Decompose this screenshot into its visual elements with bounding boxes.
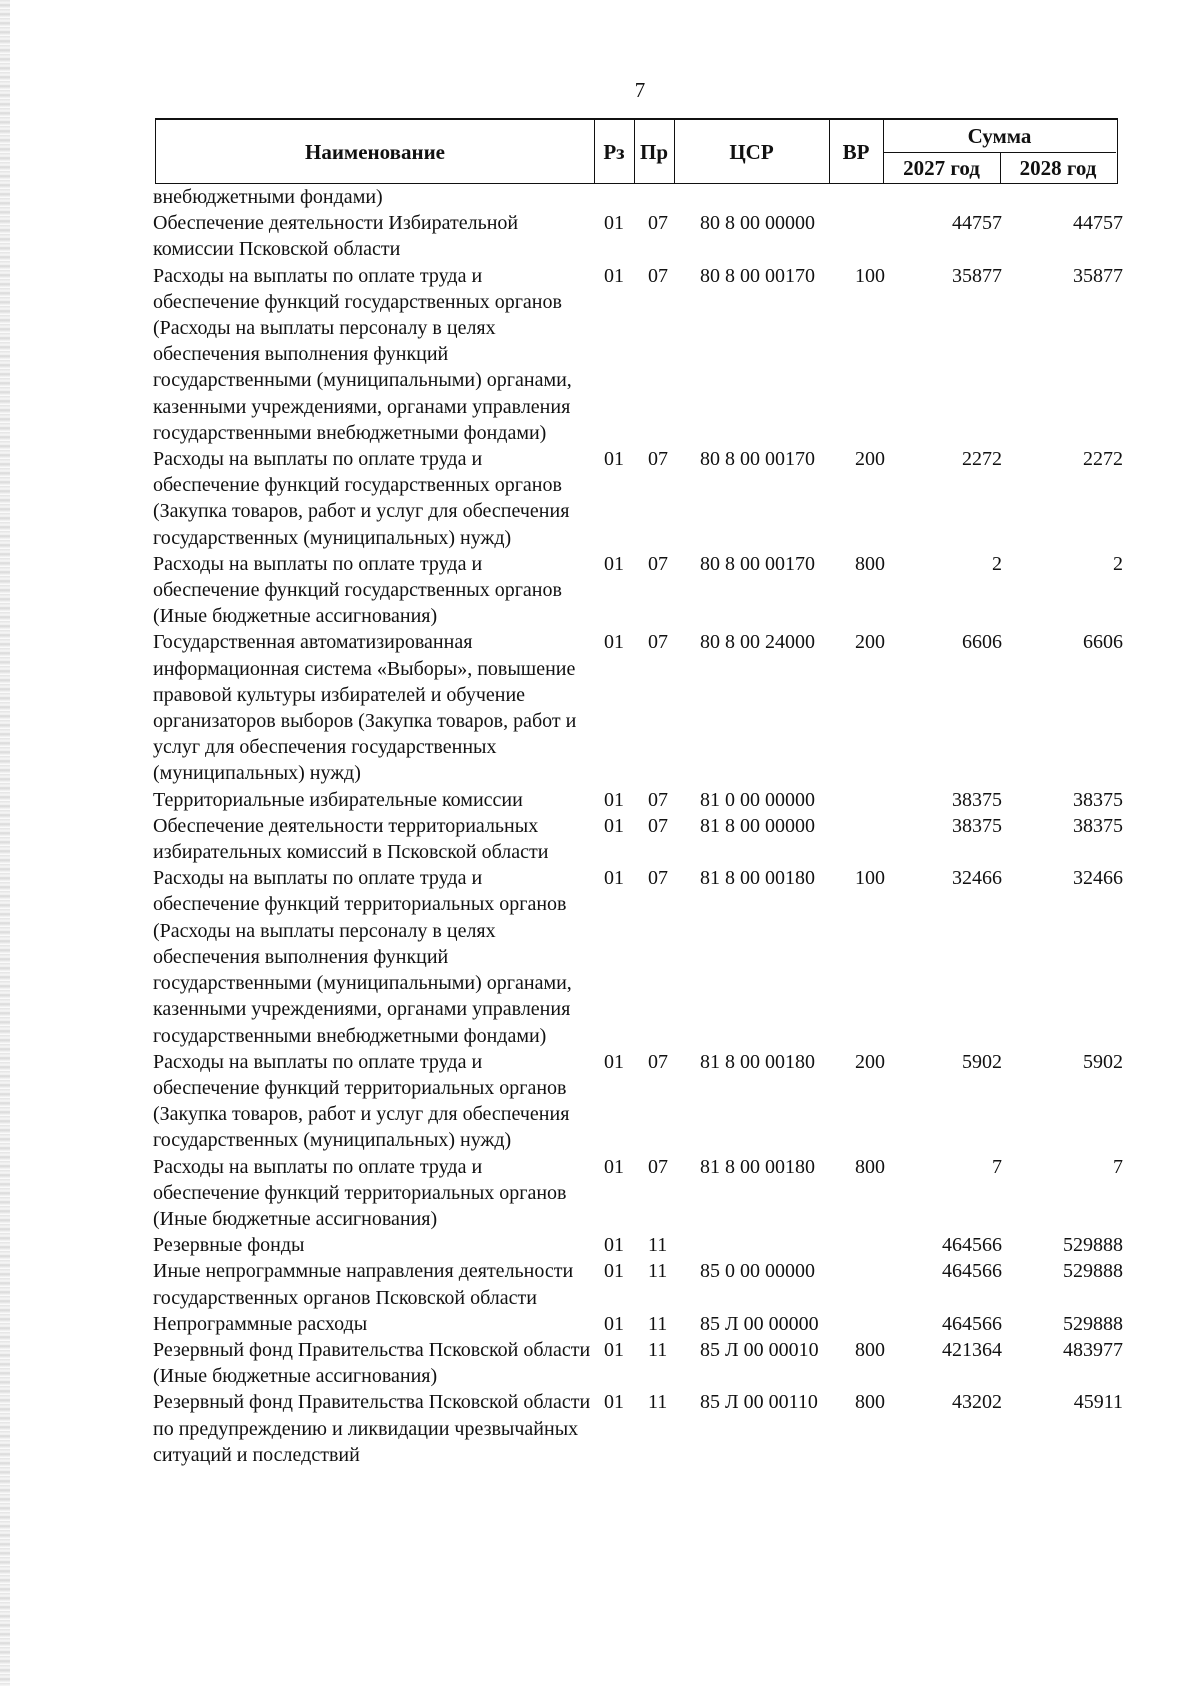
row-csr: 80 8 00 00170 <box>700 552 815 575</box>
row-sum-2028: 6606 <box>1083 631 1123 654</box>
row-csr: 81 0 00 00000 <box>700 788 815 811</box>
header-2027: 2027 год <box>903 155 980 180</box>
table-row <box>0 1049 1200 1154</box>
row-name: Расходы на выплаты по оплате труда и обеспечение функций государственных органов (Иные бюджетные ассигнования) <box>153 552 562 628</box>
row-sum-2027: 38375 <box>952 814 1002 837</box>
row-rz: 01 <box>604 1050 624 1073</box>
row-rz: 01 <box>604 552 624 575</box>
row-sum-2027: 38375 <box>952 788 1002 811</box>
header-csr: ЦСР <box>729 139 774 164</box>
row-name: Резервный фонд Правительства Псковской области (Иные бюджетные ассигнования) <box>153 1338 591 1388</box>
row-csr: 85 Л 00 00110 <box>700 1391 818 1414</box>
row-sum-2027: 464566 <box>942 1234 1002 1257</box>
row-sum-2027: 7 <box>992 1155 1002 1178</box>
table-row <box>0 1311 1200 1337</box>
row-name: Государственная автоматизированная информационная система «Выборы», повышение правовой культуры избирателей и обучение организаторов выборов (Закупка товаров, работ и услуг для обеспечения государственных (муниципальных) нужд) <box>153 631 577 785</box>
table-row <box>0 1337 1200 1389</box>
row-csr: 80 8 00 00000 <box>700 212 815 235</box>
table-row <box>0 210 1200 262</box>
row-rz: 01 <box>604 631 624 654</box>
row-pr: 07 <box>648 788 668 811</box>
header-2028: 2028 год <box>1019 155 1097 180</box>
row-sum-2028: 38375 <box>1073 814 1123 837</box>
row-pr: 07 <box>648 867 668 890</box>
table-row <box>0 1232 1200 1258</box>
row-name: Резервный фонд Правительства Псковской области по предупреждению и ликвидации чрезвычайных ситуаций и последствий <box>153 1391 591 1466</box>
table-row <box>0 787 1200 813</box>
table-row <box>0 551 1200 630</box>
row-csr: 85 Л 00 00000 <box>700 1312 819 1335</box>
row-name: внебюджетными фондами) <box>153 186 383 208</box>
table-row <box>0 446 1200 551</box>
table-row <box>0 865 1200 1048</box>
table-row <box>0 813 1200 865</box>
row-name: Расходы на выплаты по оплате труда и обеспечение функций государственных органов (Расходы на выплаты персоналу в целях обеспечения выполнения функций государственными (муниципальными) органами, казенными учреждениями, органами управления государственными внебюджетными фондами) <box>153 264 572 444</box>
table-row <box>0 1389 1200 1468</box>
row-sum-2027: 2 <box>992 552 1002 575</box>
row-name: Непрограммные расходы <box>153 1312 368 1335</box>
row-pr: 07 <box>648 212 668 235</box>
row-pr: 07 <box>648 448 668 471</box>
row-name: Расходы на выплаты по оплате труда и обеспечение функций территориальных органов (Иные бюджетные ассигнования) <box>153 1155 567 1230</box>
row-vr: 200 <box>855 1050 885 1073</box>
row-sum-2028: 529888 <box>1063 1260 1123 1283</box>
row-vr: 800 <box>855 1391 885 1414</box>
row-pr: 11 <box>648 1234 668 1257</box>
row-name: Расходы на выплаты по оплате труда и обеспечение функций территориальных органов (Расходы на выплаты персоналу в целях обеспечения выполнения функций государственными (муниципальными) органами, казенными учреждениями, органами управления государственными внебюджетными фондами) <box>153 867 572 1047</box>
table-row <box>0 263 1200 446</box>
row-sum-2028: 38375 <box>1073 788 1123 811</box>
row-csr: 81 8 00 00180 <box>700 1050 815 1073</box>
row-pr: 07 <box>648 264 668 287</box>
row-csr: 80 8 00 00170 <box>700 264 815 287</box>
row-rz: 01 <box>604 1260 624 1283</box>
row-csr: 85 Л 00 00010 <box>700 1338 819 1361</box>
row-rz: 01 <box>604 814 624 837</box>
table-body <box>0 184 1200 1468</box>
row-rz: 01 <box>604 264 624 287</box>
row-rz: 01 <box>604 1234 624 1257</box>
row-sum-2027: 44757 <box>952 212 1002 235</box>
row-sum-2027: 2272 <box>962 448 1002 471</box>
row-sum-2028: 2272 <box>1083 448 1123 471</box>
row-name: Расходы на выплаты по оплате труда и обеспечение функций территориальных органов (Закупка товаров, работ и услуг для обеспечения государственных (муниципальных) нужд) <box>153 1050 570 1152</box>
row-rz: 01 <box>604 1312 624 1335</box>
header-vr: ВР <box>842 139 870 164</box>
row-name: Территориальные избирательные комиссии <box>153 788 523 811</box>
row-vr: 200 <box>855 631 885 654</box>
row-sum-2027: 35877 <box>952 264 1002 287</box>
row-sum-2028: 7 <box>1113 1155 1123 1178</box>
row-vr: 800 <box>855 1155 885 1178</box>
row-csr: 85 0 00 00000 <box>700 1260 815 1283</box>
header-name: Наименование <box>305 139 445 164</box>
row-rz: 01 <box>604 1155 624 1178</box>
row-vr: 800 <box>855 552 885 575</box>
table-row <box>0 184 1200 210</box>
row-name: Обеспечение деятельности Избирательной комиссии Псковской области <box>153 212 519 261</box>
row-sum-2028: 529888 <box>1063 1312 1123 1335</box>
row-name: Резервные фонды <box>153 1234 305 1257</box>
row-csr: 80 8 00 24000 <box>700 631 815 654</box>
row-pr: 11 <box>648 1338 668 1361</box>
header-pr: Пр <box>639 139 668 164</box>
row-name: Обеспечение деятельности территориальных избирательных комиссий в Псковской области <box>153 814 549 864</box>
row-pr: 11 <box>648 1260 668 1283</box>
row-sum-2028: 5902 <box>1083 1050 1123 1073</box>
row-sum-2028: 32466 <box>1073 867 1123 890</box>
row-pr: 07 <box>648 1050 668 1073</box>
row-rz: 01 <box>604 1338 624 1361</box>
table-row <box>0 1154 1200 1233</box>
row-pr: 07 <box>648 814 668 837</box>
page-number: 7 <box>634 78 646 102</box>
row-pr: 07 <box>648 1155 668 1178</box>
row-sum-2027: 6606 <box>962 631 1002 654</box>
row-sum-2027: 464566 <box>942 1260 1002 1283</box>
row-vr: 800 <box>855 1338 885 1361</box>
row-sum-2028: 44757 <box>1073 212 1123 235</box>
row-rz: 01 <box>604 448 624 471</box>
row-sum-2027: 32466 <box>952 867 1002 890</box>
row-rz: 01 <box>604 212 624 235</box>
table-header <box>155 118 1118 184</box>
row-vr: 100 <box>855 264 885 287</box>
row-rz: 01 <box>604 1391 624 1414</box>
row-name: Расходы на выплаты по оплате труда и обеспечение функций государственных органов (Закупка товаров, работ и услуг для обеспечения государственных (муниципальных) нужд) <box>153 448 570 549</box>
row-sum-2027: 421364 <box>942 1338 1002 1361</box>
row-rz: 01 <box>604 867 624 890</box>
row-vr: 100 <box>855 867 885 890</box>
row-rz: 01 <box>604 788 624 811</box>
row-pr: 11 <box>648 1391 668 1414</box>
header-sum: Сумма <box>967 123 1032 148</box>
row-pr: 07 <box>648 631 668 654</box>
row-sum-2028: 35877 <box>1073 264 1123 287</box>
row-pr: 07 <box>648 552 668 575</box>
row-name: Иные непрограммные направления деятельности государственных органов Псковской области <box>153 1260 574 1309</box>
row-csr: 81 8 00 00000 <box>700 814 815 837</box>
row-csr: 81 8 00 00180 <box>700 1155 815 1178</box>
row-vr: 200 <box>855 448 885 471</box>
table-row <box>0 1258 1200 1310</box>
row-sum-2027: 5902 <box>962 1050 1002 1073</box>
row-sum-2028: 483977 <box>1063 1338 1123 1361</box>
header-rz: Рз <box>603 139 625 164</box>
table-row <box>0 629 1200 786</box>
row-csr: 80 8 00 00170 <box>700 448 815 471</box>
row-pr: 11 <box>648 1312 668 1335</box>
row-csr: 81 8 00 00180 <box>700 867 815 890</box>
row-sum-2028: 529888 <box>1063 1234 1123 1257</box>
row-sum-2028: 45911 <box>1073 1391 1123 1414</box>
row-sum-2027: 43202 <box>952 1391 1002 1414</box>
row-sum-2027: 464566 <box>942 1312 1002 1335</box>
row-sum-2028: 2 <box>1113 552 1123 575</box>
